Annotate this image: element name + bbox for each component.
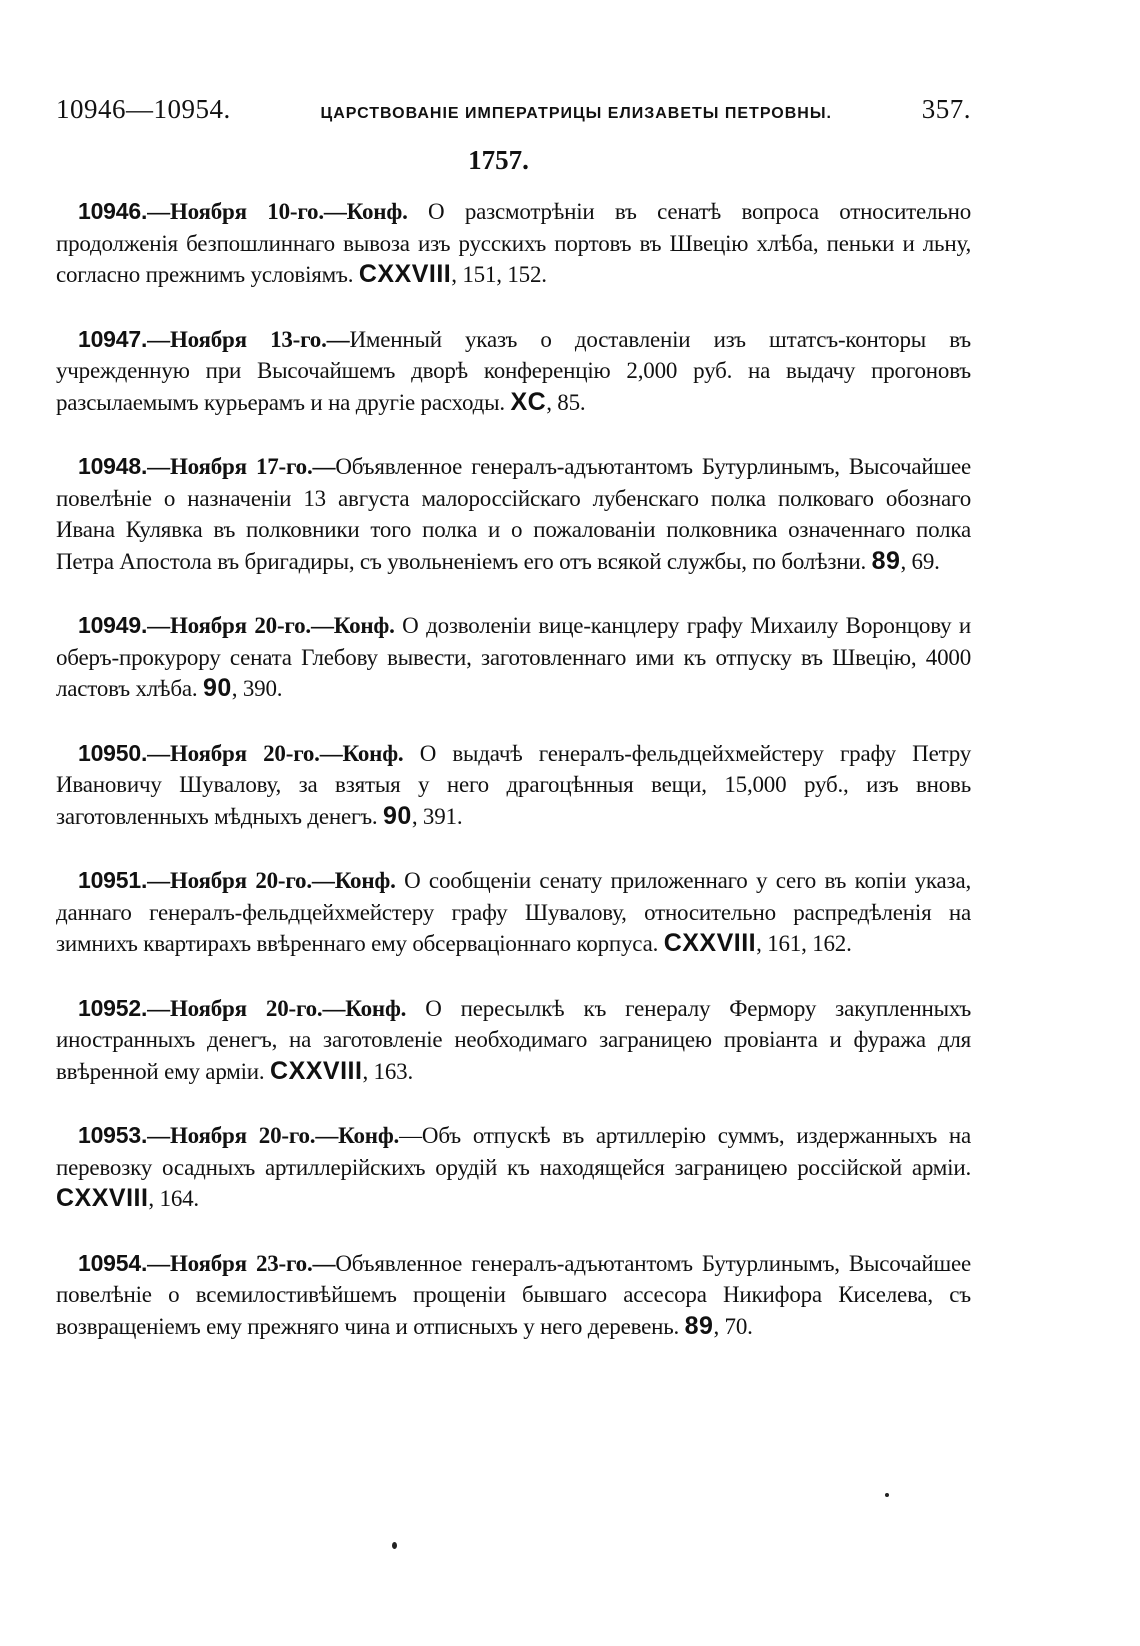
entry [56,993,971,1088]
entry-date: —Ноября 13-го.— [147,326,350,352]
entry-text: Объявленное генералъ-адъютантомъ Бутурлинымъ, Высочайшее повелѣніе о назначеніи 13 августа малороссійскаго лубенскаго полка полковаго обознаго Ивана Кулявка въ полковники того полка и о пожалованіи полковника означеннаго полка Петра Апостола въ бригадиры, съ увольненіемъ его отъ всякой службы, по болѣзни. [56,454,971,574]
entry [56,1248,971,1343]
entry-text: О сообщеніи сенату приложеннаго у сего въ копіи указа, даннаго генералъ-фельдцейхмейстеру графу Шувалову, относительно распредѣленія на зимнихъ квартирахъ ввѣреннаго ему обсерваціоннаго корпуса. [56,868,972,956]
entry-number: 10948. [78,453,148,479]
entry-number: 10952. [78,994,148,1021]
entry-number: 10946. [78,198,148,224]
entry-volume-ref: CXXVIII [270,1056,363,1085]
entry-pages: , 164. [148,1186,199,1211]
entry [56,196,971,291]
entry-date: —Ноября 20-го.—Конф. [147,995,407,1021]
entry-text: О пересылкѣ къ генералу Фермору закупленныхъ иностранныхъ денегъ, на заготовленіе необходимаго заграницею провіанта и фуража для ввѣренной ему арміи. [56,995,972,1084]
entry [56,1120,971,1215]
entry-volume-ref: CXXVIII [56,1184,149,1212]
entry-text: О дозволеніи вице-канцлеру графу Михаилу Воронцову и оберъ-прокурору сената Глебову вывести, заготовленнаго ими къ отпуску въ Швецію, 4000 ластовъ хлѣба. [56,613,971,701]
entry-pages: , 163. [362,1058,414,1084]
entry-pages: , 391. [411,803,463,829]
entry-date: —Ноября 20-го.—Конф. [147,613,395,638]
entry-volume-ref: 90 [202,674,232,702]
entry-number: 10949. [78,612,148,638]
entry [56,324,971,419]
entry-pages: , 70. [713,1313,753,1339]
entry-text: О разсмотрѣніи въ сенатѣ вопроса относительно продолженія безпошлиннаго вывоза изъ русскихъ портовъ въ Швецію хлѣба, пеньки и льну, согласно прежнимъ условіямъ. [56,199,972,287]
page-header [56,92,971,131]
entry-number: 10951. [78,867,148,893]
entry-pages: , 390. [231,676,283,701]
entry-range: 10946—10954. [56,94,231,124]
entry-text: Объявленное генералъ-адъютантомъ Бутурлинымъ, Высочайшее повелѣніе о всемилостивѣйшемъ прощеніи бывшаго ассесора Никифора Киселева, съ возвращеніемъ ему прежняго чина и отписныхъ у него деревень. [56,1250,971,1339]
entry-date: —Ноября 10-го.—Конф. [147,199,408,224]
page-number: 357. [921,94,971,124]
entry-date: —Ноября 17-го.— [147,454,336,479]
entry-text: О выдачѣ генералъ-фельдцейхмейстеру графу Петру Ивановичу Шувалову, за взятыя у него драгоцѣнныя вещи, 15,000 руб., изъ вновь заготовленныхъ мѣдныхъ денегъ. [56,740,972,829]
entry [56,610,971,705]
ink-speck [392,1542,397,1549]
entry-volume-ref: 89 [871,546,901,575]
entry-date: —Ноября 20-го.—Конф. [147,740,404,766]
entry [56,451,971,577]
entry-volume-ref: CXXVIII [358,260,452,288]
entry-number: 10953. [78,1122,148,1148]
entry-number: 10950. [78,739,148,766]
entry-date: —Ноября 20-го.—Конф. [147,1123,400,1148]
entry-pages: , 85. [546,389,586,415]
document-page [56,92,971,1375]
entry [56,865,971,960]
entry-date: —Ноября 23-го.— [147,1250,336,1276]
entry-volume-ref: XC [510,387,547,416]
entry-volume-ref: CXXVIII [663,929,757,957]
entry-volume-ref: 90 [383,801,412,830]
entry-number: 10947. [78,325,148,352]
entry-pages: , 161, 162. [756,931,852,956]
entry-volume-ref: 89 [684,1311,714,1340]
entry [56,738,971,833]
entry-number: 10954. [78,1249,148,1276]
entry-text: Именный указъ о доставленіи изъ штатсъ-конторы въ учрежденную при Высочайшемъ дворѣ конференцію 2,000 руб. на выдачу прогоновъ разсылаемымъ курьерамъ и на другіе расходы. [56,326,971,415]
entry-pages: , 69. [900,548,940,574]
entry-text: —Объ отпускѣ въ артиллерію суммъ, издержанныхъ на перевозку осадныхъ артиллерійскихъ орудій къ находящейся заграницею россійской арміи. [56,1123,972,1180]
entry-date: —Ноября 20-го.—Конф. [147,868,396,893]
running-title: ЦАРСТВОВАНІЕ ИМПЕРАТРИЦЫ ЕЛИЗАВЕТЫ ПЕТРОВНЫ. [320,105,832,122]
entry-pages: , 151, 152. [451,262,547,287]
entries-list [56,196,971,1342]
year-heading: 1757. [468,145,529,175]
ink-speck [885,1493,889,1497]
